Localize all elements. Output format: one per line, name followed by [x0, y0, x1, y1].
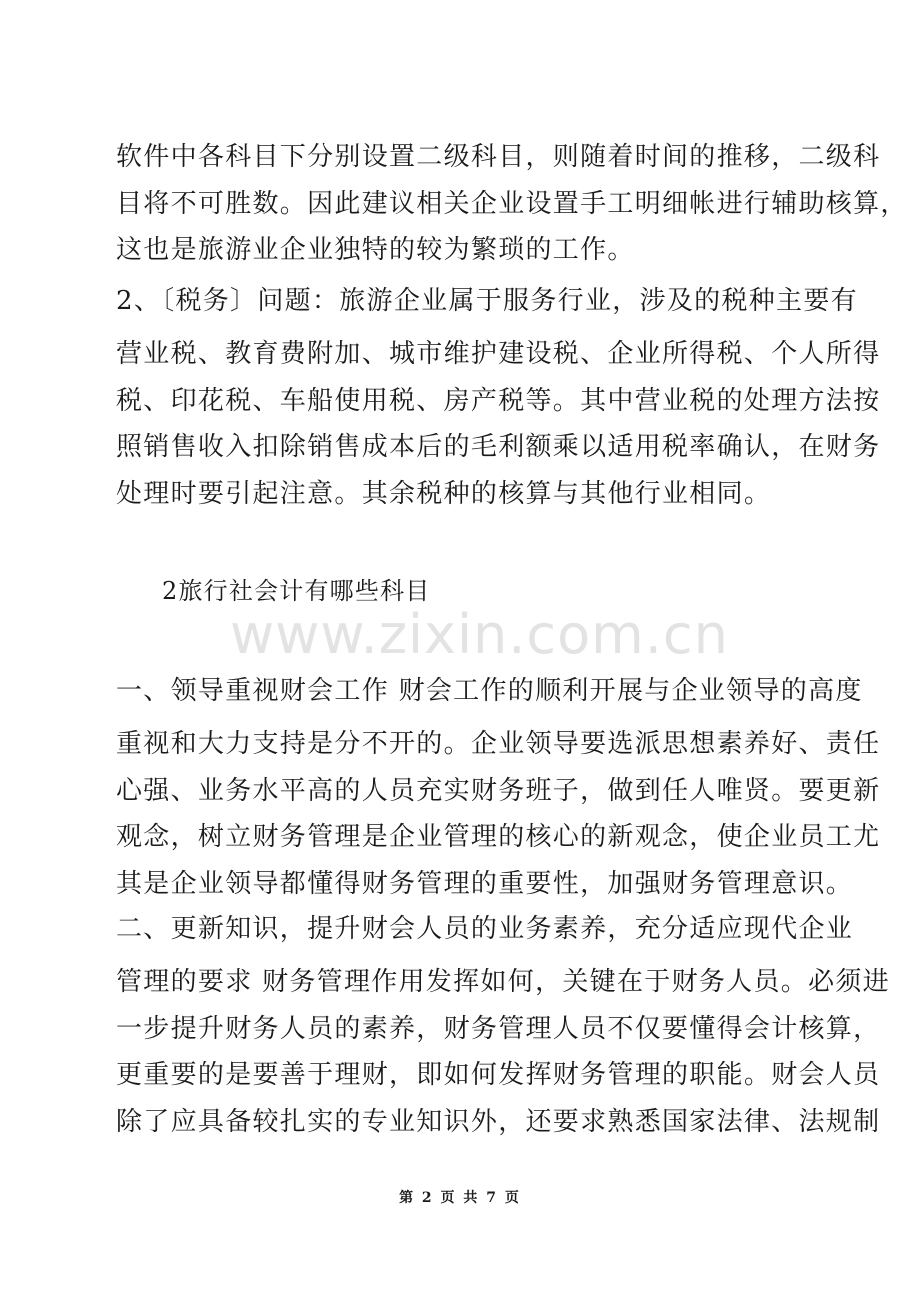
paragraph-line: 二、更新知识，提升财会人员的业务素养，充分适应现代企业 — [116, 914, 854, 944]
paragraph-line: 目将不可胜数。因此建议相关企业设置手工明细帐进行辅助核算， — [116, 189, 908, 219]
paragraph-line: 重视和大力支持是分不开的。企业领导要选派思想素养好、责任 — [116, 729, 881, 759]
paragraph-line: 管理的要求 财务管理作用发挥如何，关键在于财务人员。必须进 — [116, 967, 890, 997]
watermark: www.zixin.com.cn — [230, 603, 729, 666]
paragraph-line: 税、印花税、车船使用税、房产税等。其中营业税的处理方法按 — [116, 386, 881, 416]
paragraph-line: 心强、业务水平高的人员充实财务班子，做到任人唯贤。要更新 — [116, 776, 881, 806]
paragraph-line: 一、领导重视财会工作 财会工作的顺利开展与企业领导的高度 — [116, 676, 863, 706]
paragraph-line: 软件中各科目下分别设置二级科目，则随着时间的推移，二级科 — [116, 142, 881, 172]
paragraph-line: 除了应具备较扎实的专业知识外，还要求熟悉国家法律、法规制 — [116, 1107, 881, 1137]
paragraph-line: 其是企业领导都懂得财务管理的重要性，加强财务管理意识。 — [116, 869, 854, 899]
paragraph-line: 观念，树立财务管理是企业管理的核心的新观念，使企业员工尤 — [116, 822, 881, 852]
section-heading: 2旅行社会计有哪些科目 — [162, 577, 431, 605]
paragraph-line: 更重要的是要善于理财，即如何发挥财务管理的职能。财会人员 — [116, 1060, 881, 1090]
paragraph-line: 营业税、教育费附加、城市维护建设税、企业所得税、个人所得 — [116, 339, 881, 369]
paragraph-line: 2、〔税务〕问题：旅游企业属于服务行业，涉及的税种主要有 — [116, 286, 858, 316]
paragraph-line: 照销售收入扣除销售成本后的毛利额乘以适用税率确认，在财务 — [116, 432, 881, 462]
paragraph-line: 一步提升财务人员的素养，财务管理人员不仅要懂得会计核算， — [116, 1014, 881, 1044]
paragraph-line: 处理时要引起注意。其余税种的核算与其他行业相同。 — [116, 479, 772, 509]
paragraph-line: 这也是旅游业企业独特的较为繁琐的工作。 — [116, 235, 635, 265]
page-number-footer: 第 2 页 共 7 页 — [399, 1190, 521, 1206]
